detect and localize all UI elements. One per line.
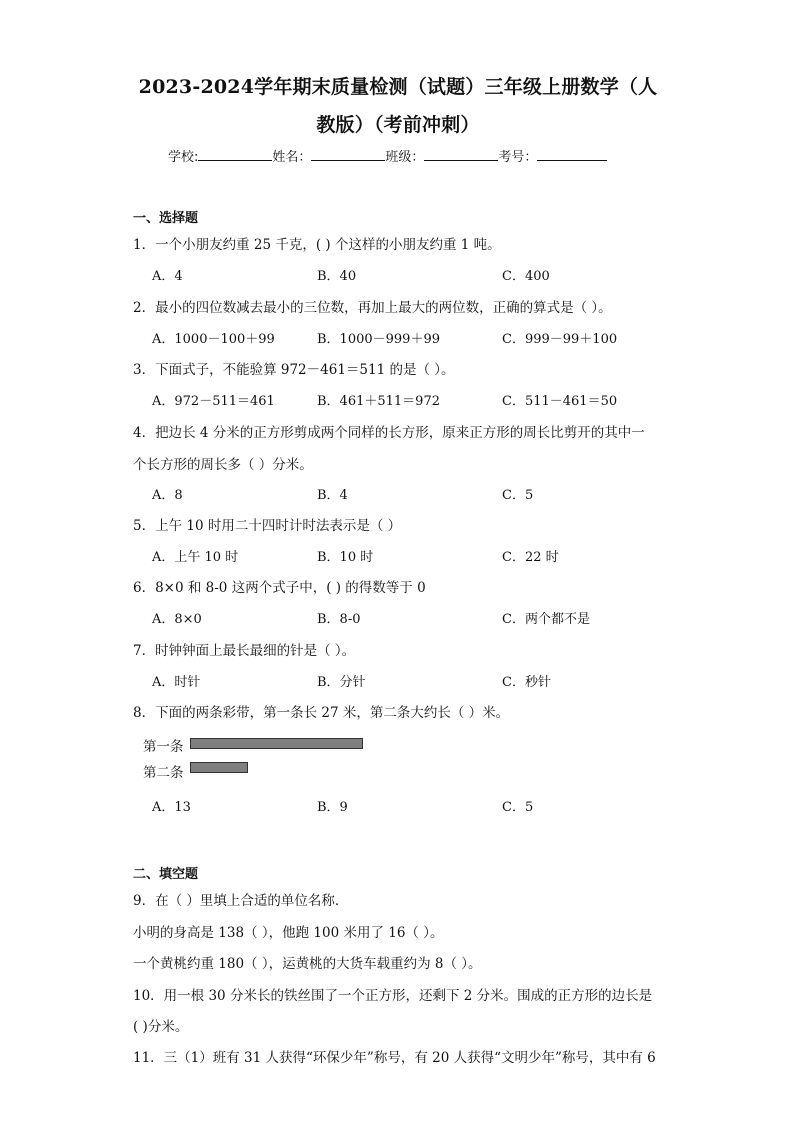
question-2: 2．最小的四位数减去最小的三位数，再加上最大的两位数，正确的算式是（ ）。 bbox=[133, 300, 612, 316]
number-blank[interactable] bbox=[537, 147, 607, 161]
question-9-line-2: 一个黄桃约重 180（ ），运黄桃的大货车载重约为 8（ ）。 bbox=[133, 956, 482, 972]
name-label: 姓名： bbox=[272, 150, 312, 165]
q6-option-b[interactable]: B．8-0 bbox=[317, 612, 361, 627]
school-label: 学校: bbox=[168, 150, 199, 165]
q8-option-b[interactable]: B．9 bbox=[317, 800, 348, 815]
q7-option-b[interactable]: B．分针 bbox=[317, 675, 366, 690]
class-blank[interactable] bbox=[424, 147, 498, 161]
question-10-cont: ( )分米。 bbox=[133, 1019, 189, 1035]
q4-option-a[interactable]: A．8 bbox=[152, 488, 183, 503]
question-4-cont: 个长方形的周长多（ ）分米。 bbox=[133, 457, 313, 473]
q3-option-a[interactable]: A．972－511＝461 bbox=[152, 394, 275, 409]
q7-option-c[interactable]: C．秒针 bbox=[502, 675, 551, 690]
ribbon-2-label: 第二条 bbox=[143, 765, 184, 781]
question-4: 4．把边长 4 分米的正方形剪成两个同样的长方形，原来正方形的周长比剪开的其中一 bbox=[133, 425, 645, 441]
q2-option-b[interactable]: B．1000－999＋99 bbox=[317, 332, 440, 347]
title-line-2: 教版）（考前冲刺） bbox=[316, 114, 480, 136]
q2-option-a[interactable]: A．1000－100＋99 bbox=[152, 332, 275, 347]
q1-option-c[interactable]: C．400 bbox=[502, 269, 550, 284]
q4-option-b[interactable]: B．4 bbox=[317, 488, 348, 503]
question-5: 5．上午 10 时用二十四时计时法表示是（ ） bbox=[133, 518, 402, 534]
number-label: 考号： bbox=[498, 150, 538, 165]
q8-option-c[interactable]: C．5 bbox=[502, 800, 534, 815]
ribbon-2-bar bbox=[190, 762, 248, 773]
q5-option-a[interactable]: A．上午 10 时 bbox=[152, 550, 239, 565]
question-6: 6．8×0 和 8-0 这两个式子中，( ) 的得数等于 0 bbox=[133, 580, 426, 596]
class-label: 班级： bbox=[385, 150, 425, 165]
q1-option-b[interactable]: B．40 bbox=[317, 269, 357, 284]
section-title-fill: 二、填空题 bbox=[133, 867, 199, 882]
question-7: 7．时钟钟面上最长最细的针是（ ）。 bbox=[133, 643, 356, 659]
question-11: 11．三（1）班有 31 人获得“环保少年”称号，有 20 人获得“文明少年”称号，其中有 6 bbox=[133, 1050, 656, 1066]
q8-option-a[interactable]: A．13 bbox=[152, 800, 191, 815]
q7-option-a[interactable]: A．时针 bbox=[152, 675, 201, 690]
q5-option-c[interactable]: C．22 时 bbox=[502, 550, 559, 565]
q6-option-c[interactable]: C．两个都不是 bbox=[502, 612, 590, 627]
question-9: 9．在（ ）里填上合适的单位名称． bbox=[133, 893, 349, 909]
q3-option-b[interactable]: B．461＋511＝972 bbox=[317, 394, 440, 409]
ribbon-1-label: 第一条 bbox=[143, 739, 184, 755]
question-9-line-1: 小明的身高是 138（ ），他跑 100 米用了 16（ ）。 bbox=[133, 925, 444, 941]
q2-option-c[interactable]: C．999－99＋100 bbox=[502, 332, 618, 347]
q3-option-c[interactable]: C．511－461＝50 bbox=[502, 394, 618, 409]
question-8: 8．下面的两条彩带，第一条长 27 米，第二条大约长（ ）米。 bbox=[133, 705, 510, 721]
student-info-line bbox=[168, 146, 607, 165]
section-title-choice: 一、选择题 bbox=[133, 211, 199, 226]
question-10: 10．用一根 30 分米长的铁丝围了一个正方形，还剩下 2 分米。围成的正方形的边长是 bbox=[133, 988, 653, 1004]
question-1: 1．一个小朋友约重 25 千克，( ) 个这样的小朋友约重 1 吨。 bbox=[133, 237, 501, 253]
q1-option-a[interactable]: A．4 bbox=[152, 269, 183, 284]
question-3: 3．下面式子，不能验算 972－461＝511 的是（ ）。 bbox=[133, 362, 455, 378]
page-title bbox=[128, 68, 668, 144]
q6-option-a[interactable]: A．8×0 bbox=[152, 612, 202, 627]
q5-option-b[interactable]: B．10 时 bbox=[317, 550, 374, 565]
name-blank[interactable] bbox=[311, 147, 385, 161]
ribbon-1-bar bbox=[190, 738, 363, 749]
title-line-1: 2023-2024学年期末质量检测（试题）三年级上册数学（人 bbox=[138, 76, 658, 98]
q4-option-c[interactable]: C．5 bbox=[502, 488, 534, 503]
school-blank[interactable] bbox=[198, 147, 272, 161]
